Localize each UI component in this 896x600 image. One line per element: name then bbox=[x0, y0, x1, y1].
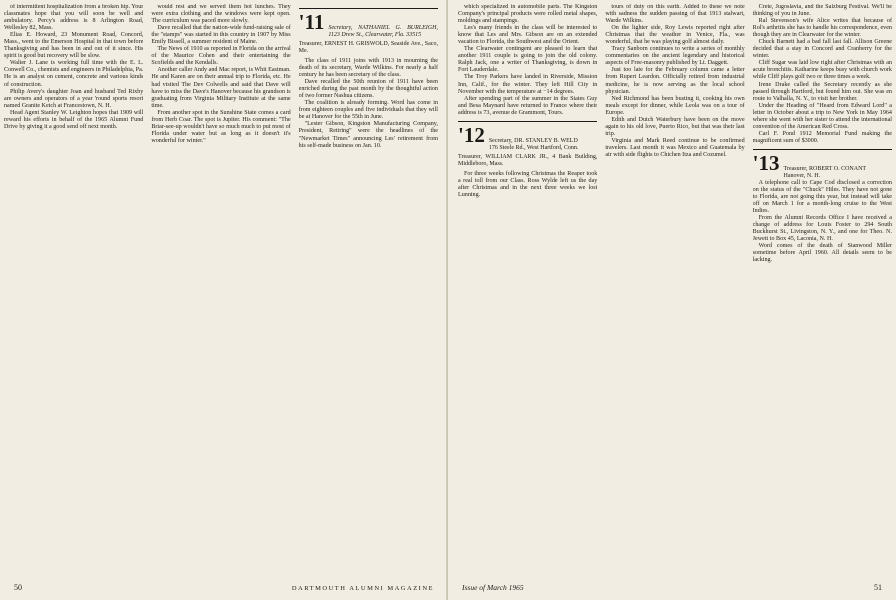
paragraph: Cliff Sugar was laid low right after Christmas with an acute bronchitis. Katharine keeps busy with church work while Cliff plays golf two or three times a week. bbox=[752, 60, 892, 81]
paragraph: Just too late for the February column came a letter from Rupert Leardon. Officially retired from industrial medicine, he is now serving as the local school physician. bbox=[605, 67, 745, 95]
paragraph: Elias E. Howard, 23 Monument Road, Concord, Mass., went to the Emerson Hospital in that town before Thanksgiving and has been in and out of it since. His spirit is good but recovery will be slow. bbox=[4, 32, 144, 60]
class-note-header bbox=[458, 121, 597, 152]
paragraph: Word comes of the death of Stanwood Miller sometime before April 1960. All details seem to be lacking. bbox=[752, 243, 892, 264]
paragraph: A telephone call to Cape Cod disclosed a correction on the status of the "Chuck" Hiles. They have not gone to Florida, are not going this year, but instead will take off on March 1 for a month-long cruise to the West Indies. bbox=[752, 179, 892, 215]
page-number: 51 bbox=[874, 583, 882, 592]
paragraph: Dave recalled the 50th reunion of 1911 have been enriched during the past month by the thoughtful action of two former Nashua citizens. bbox=[298, 79, 438, 100]
class-year: '13 bbox=[752, 150, 780, 175]
secretary-address: 176 Steele Rd., West Hartford, Conn. bbox=[488, 144, 579, 151]
paragraph: Another caller Andy and Mac report, is Whit Eastman. He and Karen are on their annual trip to Florida, etc. He had visited The Dev Colwells and said that Dave will have to miss the Dave's Hanover because his grandson is graduating from Virginia Military Institute at the same time. bbox=[151, 67, 291, 109]
paragraph: "Lester Gibson, Kingston Manufacturing Company, President, Retiring" were the headlines of the "Newmarket Times" announcing Les' retirement from his self-made business on Jan. 10. bbox=[298, 121, 438, 149]
paragraph: Chuck Barnett had a bad fall last fall. Allison Greene decided that a stay in Concord and Cranberry for the winter. bbox=[752, 39, 892, 60]
paragraph: From the Alumni Records Office I have received a change of address for Louis Foster to 294 South Buckhurst St., Livingston, N. Y., and one for Theo. N. Jewett to Box 45, Laconia, N. H. bbox=[752, 215, 892, 243]
paragraph: would rest and we served them hot lunches. They were extra clothing and the windows were kept open. The curriculum was paced more slowly. bbox=[151, 4, 291, 25]
left-column-3 bbox=[299, 4, 438, 572]
paragraph: From another spot in the Sunshine State comes a card from Herb Coar. The spot is Jupiter. His comment: "The Briar-see-up wouldn't have so much much to put most of Florida under water but as long as it doesn't it's wonderful for winter." bbox=[151, 109, 291, 144]
paragraph: The News of 1910 as reported in Florida on the arrival of the Maurice Cohen and their entertaining the Scofields and the Kendalls. bbox=[151, 46, 291, 67]
left-column-2 bbox=[151, 4, 290, 572]
right-column-2 bbox=[605, 4, 744, 572]
paragraph: On the lighter side, Roy Lewis reported right after Christmas that the weather in Venice, Fla., was wonderful, that he was playing golf almost daily. bbox=[605, 25, 745, 46]
secretary-line: Secretary, DR. STANLEY B. WELD bbox=[488, 137, 578, 144]
paragraph: Under the Heading of "Heard from Edward Lord" a letter in October about a trip to New York in May 1964 where she went with her sister to attend the international convention of the American Red Cross. bbox=[752, 102, 892, 130]
left-column-1 bbox=[4, 4, 143, 572]
treasurer-line: Treasurer, WILLIAM CLARK JR., 4 Bank Building, Middleboro, Mass. bbox=[458, 153, 598, 167]
paragraph: tours of duty on this earth. Added to these we note with sadness the sudden passing of that 1913 stalwart, Warde Wilkins. bbox=[605, 4, 745, 25]
paragraph: Dave recalled that the nation-wide fund-raising sale of the "stamps" was started in this country in 1907 by Miss Emily Bissell, a summer resident of Maine. bbox=[151, 25, 291, 46]
class-note-header bbox=[753, 149, 892, 180]
paragraph: For three weeks following Christmas the Reaper took a real toll from our Class. Ross Wylde left us the day after Christmas and in the next three weeks we lost Lunning. bbox=[458, 170, 598, 198]
paragraph: Edith and Dutch Waterbury have been on the move again to his old love, Puerto Rico, but that was their last trip. bbox=[605, 116, 745, 137]
paragraph: Virginia and Mark Reed continue to be confirmed travelers. Last month it was Mexico and Guatemala by air with side flights to Chichen Itza and Cozumel. bbox=[605, 137, 745, 158]
treasurer-line: Treasurer, ROBERT O. CONANT bbox=[783, 165, 867, 172]
treasurer-line: Treasurer, ERNEST H. GRISWOLD, Seaside Ave., Saco, Me. bbox=[298, 41, 438, 54]
paragraph: The Troy Parkers have landed in Riverside, Mission Inn, Calif., for the winter. They left Hill City in November with the temperature at −14 degrees. bbox=[458, 74, 598, 95]
paragraph: Philip Avery's daughter Joan and husband Ted Rixby are owners and operators of a year 'round sports resort named Granite Ketch at Francestown, N. H. bbox=[4, 88, 144, 109]
magazine-title: DARTMOUTH ALUMNI MAGAZINE bbox=[291, 585, 434, 592]
paragraph: After spending part of the summer in the States Guy and Besa Maynard have returned to France where their address is 73, avenue de Grammont, Tours. bbox=[458, 95, 598, 116]
paragraph: of intermittent hospitalization from a broken hip. Your classmates hope that you will soon be well and ambulatory. Percy's address is 8 Arlington Road, Wellesley 82, Mass. bbox=[4, 4, 144, 32]
right-column-3 bbox=[753, 4, 892, 572]
paragraph: Tracy Sanborn continues to write a series of monthly commentaries on the ancient legendary and historical aspects of Free-masonry published by Lt. Daggett. bbox=[605, 46, 745, 67]
secretary-line: Secretary, NATHANIEL G. BURLEIGH, 1123 Drew St., Clearwater, Fla. 33515 bbox=[328, 25, 438, 38]
paragraph: The class of 1911 joins with 1913 in mourning the death of its secretary, Warde Wilkins. For nearly a half century he has been secretary of the class. bbox=[298, 58, 438, 79]
paragraph: The Clearwater contingent are pleased to learn that another 1911 couple is going to join the old colony. Ralph Jack, one a writer of Thanksgiving, is down in Fort Lauderdale. bbox=[458, 46, 598, 74]
paragraph: Ned Richmond has been busting it, cooking his own meals except for dinner, while Leola was on a tour of Europe. bbox=[605, 95, 745, 116]
paragraph: Crete, Jugoslavia, and the Salzburg Festival. We'll be thinking of you in June. bbox=[752, 4, 892, 18]
paragraph: Les's many friends in the class will be interested to know that Les and Mrs. Gibson are on an extended vacation to Florida, the Southwest and the Orient. bbox=[458, 25, 598, 46]
paragraph: Head Agent Stanley W. Leighton hopes that 1909 will reward his efforts in behalf of the 1965 Alumni Fund Drive by giving it a good send off next month. bbox=[4, 109, 144, 130]
paragraph: Irene Drake called the Secretary recently as she passed through Hartford, but found him out. She was en route to Valhalla, N. Y., to visit her brother. bbox=[752, 81, 892, 102]
paragraph: Ral Stevenson's wife Alice writes that because of Rol's arthritis she has to handle his correspondence, even though they are in Clearwater for the winter. bbox=[752, 18, 892, 39]
paragraph: Carl F. Pond 1912 Memorial Fund making the magnificent sum of $3000. bbox=[752, 130, 892, 144]
left-footer bbox=[0, 583, 448, 592]
issue-label: Issue of March 1965 bbox=[462, 583, 524, 592]
paragraph: The coalition is already forming. Word has come in from eighteen couples and five individuals that they will be at Hanover for the 55th in June. bbox=[298, 100, 438, 121]
right-page bbox=[448, 0, 896, 600]
treasurer-address: Hanover, N. H. bbox=[783, 172, 821, 179]
paragraph: which specialized in automobile parts. The Kingston Company's principal products were rolled metal shapes, moldings and stampings. bbox=[458, 4, 598, 25]
paragraph: Walter J. Lane is working full time with the E. L. Conwell Co., chemists and engineers in Philadelphia, Pa. He is an analyst on cement, concrete and various kinds of construction. bbox=[4, 60, 144, 88]
class-note-header: '11 Secretary, NATHANIEL G. BURLEIGH, 1123 Drew St., Clearwater, Fla. 33515 bbox=[298, 10, 438, 38]
page-number: 50 bbox=[14, 583, 22, 592]
class-year: '12 bbox=[458, 122, 485, 147]
right-column-1 bbox=[458, 4, 597, 572]
right-footer bbox=[448, 583, 896, 592]
